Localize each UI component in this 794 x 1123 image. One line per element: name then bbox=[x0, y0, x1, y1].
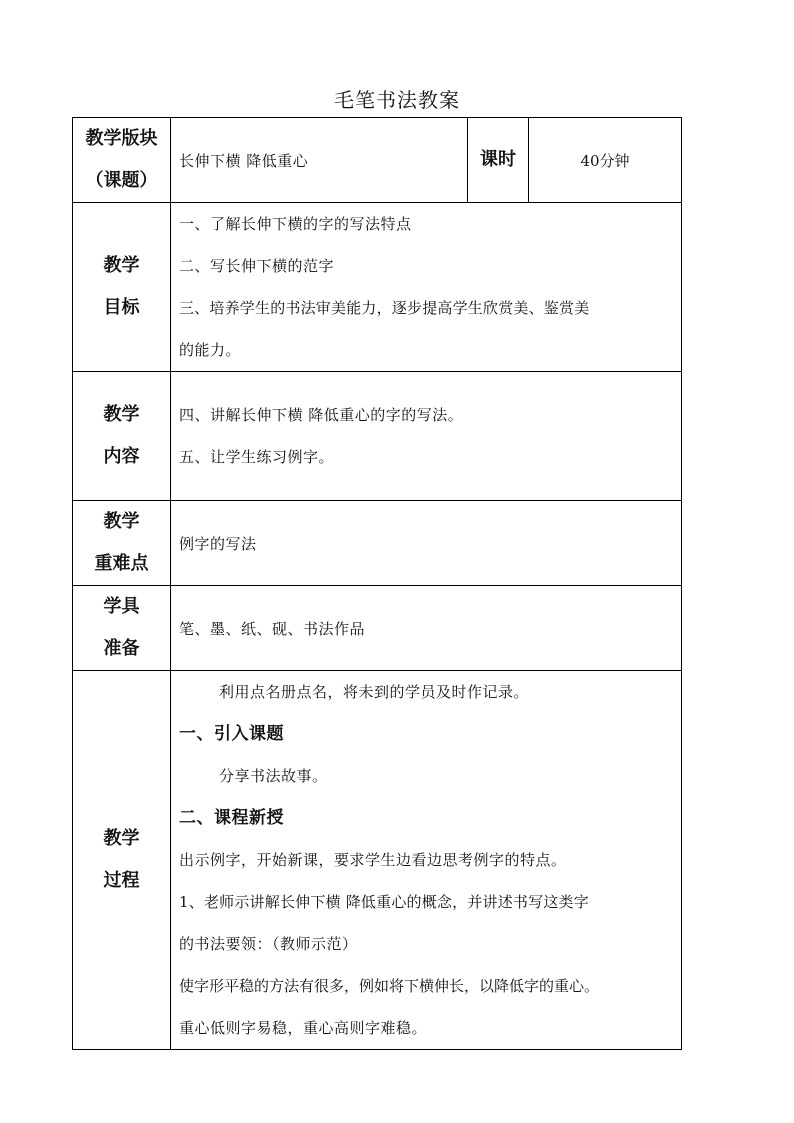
period-value-cell bbox=[529, 118, 682, 203]
materials-row bbox=[73, 586, 682, 671]
content-row bbox=[73, 372, 682, 501]
goal-line: 二、写长伸下横的范字 bbox=[179, 257, 335, 275]
process-text-cell bbox=[171, 671, 682, 1050]
period-value: 40分钟 bbox=[580, 151, 630, 170]
process-label-line1: 教学 bbox=[103, 828, 140, 849]
materials-label-cell bbox=[73, 586, 171, 671]
process-line: 重心低则字易稳，重心高则字难稳。 bbox=[179, 1019, 428, 1037]
goal-line: 的能力。 bbox=[179, 341, 242, 359]
materials-text: 笔、墨、纸、砚、书法作品 bbox=[179, 619, 366, 638]
page-title: 毛笔书法教案 bbox=[334, 88, 460, 112]
goals-text-cell bbox=[171, 203, 682, 372]
process-line: 的书法要领：（教师示范） bbox=[179, 935, 358, 953]
process-label-cell bbox=[73, 671, 171, 1050]
goals-label-line2: 目标 bbox=[103, 297, 140, 318]
section-heading-intro: 一、引入课题 bbox=[179, 724, 284, 744]
difficulty-label-cell bbox=[73, 501, 171, 586]
module-label-cell bbox=[73, 118, 171, 203]
goal-line: 三、培养学生的书法审美能力，逐步提高学生欣赏美、鉴赏美 bbox=[179, 299, 590, 317]
lesson-plan-table bbox=[72, 117, 682, 1050]
section-heading-new-lesson: 二、课程新授 bbox=[179, 808, 284, 828]
topic-text: 长伸下横 降低重心 bbox=[179, 151, 309, 170]
content-label-line1: 教学 bbox=[103, 404, 140, 425]
difficulty-label-line2: 重难点 bbox=[94, 553, 149, 574]
process-label-line2: 过程 bbox=[103, 870, 140, 891]
goals-label-cell bbox=[73, 203, 171, 372]
process-line: 1、老师示讲解长伸下横 降低重心的概念，并讲述书写这类字 bbox=[179, 893, 589, 911]
header-row bbox=[73, 118, 682, 203]
goals-row bbox=[73, 203, 682, 372]
module-label-line1: 教学版块 bbox=[85, 128, 158, 149]
goal-line: 一、了解长伸下横的字的写法特点 bbox=[179, 215, 412, 233]
content-line: 四、讲解长伸下横 降低重心的字的写法。 bbox=[179, 406, 464, 424]
content-label-cell bbox=[73, 372, 171, 501]
process-line: 使字形平稳的方法有很多，例如将下横伸长，以降低字的重心。 bbox=[179, 977, 600, 995]
materials-text-cell bbox=[171, 586, 682, 671]
module-label-line2: （课题） bbox=[85, 170, 158, 191]
roll-call-text: 利用点名册点名，将未到的学员及时作记录。 bbox=[219, 683, 530, 701]
period-label-cell bbox=[468, 118, 529, 203]
section-intro-text: 分享书法故事。 bbox=[219, 767, 328, 785]
materials-label-line1: 学具 bbox=[103, 596, 140, 617]
content-label-line2: 内容 bbox=[103, 446, 140, 467]
difficulty-text-cell bbox=[171, 501, 682, 586]
goals-label-line1: 教学 bbox=[103, 255, 140, 276]
period-label: 课时 bbox=[480, 149, 516, 170]
topic-cell bbox=[171, 118, 468, 203]
process-line: 出示例字，开始新课，要求学生边看边思考例字的特点。 bbox=[179, 851, 567, 869]
materials-label-line2: 准备 bbox=[103, 638, 140, 659]
process-row bbox=[73, 671, 682, 1050]
difficulty-text: 例字的写法 bbox=[179, 534, 257, 553]
content-text-cell bbox=[171, 372, 682, 501]
content-line: 五、让学生练习例字。 bbox=[179, 448, 335, 466]
difficulty-label-line1: 教学 bbox=[103, 511, 140, 532]
difficulty-row bbox=[73, 501, 682, 586]
